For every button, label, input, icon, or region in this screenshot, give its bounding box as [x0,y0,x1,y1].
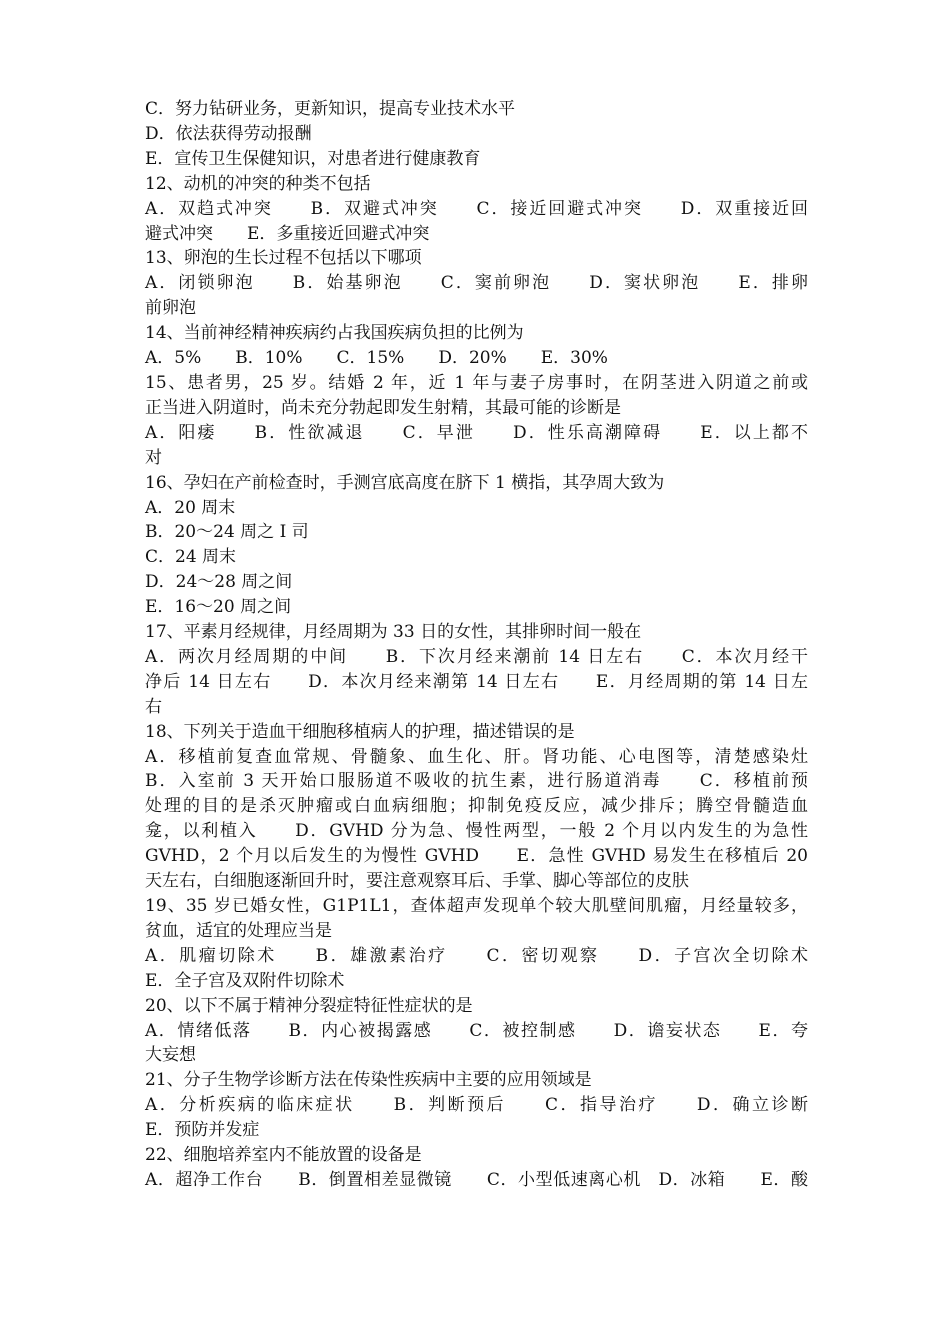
text-line: A．20 周末 [145,497,236,518]
text-line: D．依法获得劳动报酬 [145,123,312,144]
text-line: 正当进入阴道时，尚未充分勃起即发生射精，其最可能的诊断是 [145,397,621,418]
text-line: 前卵泡 [145,298,196,319]
question-title: 15、患者男，25 岁。结婚 2 年，近 1 年与妻子房事时，在阴茎进入阴道之前或 [145,372,808,393]
question-title: 19、35 岁已婚女性，G1P1L1，查体超声发现单个较大肌壁间肌瘤，月经量较多， [145,896,808,916]
text-line: 避式冲突 E．多重接近回避式冲突 [145,223,430,244]
text-line: 天左右，白细胞逐渐回升时，要注意观察耳后、手掌、脚心等部位的皮肤 [145,871,689,892]
question-title: 14、当前神经精神疾病约占我国疾病负担的比例为 [145,323,524,344]
text-line: A．5% B．10% C．15% D．20% E．30% [145,348,608,369]
question-title: 20、以下不属于精神分裂症特征性症状的是 [145,995,473,1016]
text-line: E．预防并发症 [145,1120,260,1141]
text-line: 净后 14 日左右 D．本次月经来潮第 14 日左右 E．月经周期的第 14 日左 [145,671,808,692]
question-title: 21、分子生物学诊断方法在传染性疾病中主要的应用领域是 [145,1070,592,1091]
text-line: 大妄想 [145,1045,196,1066]
text-line: 龛，以利植入 D．GVHD 分为急、慢性两型，一般 2 个月以内发生的为急性 [145,821,808,842]
text-line: E．16～20 周之间 [145,597,292,618]
text-line: A．双趋式冲突 B．双避式冲突 C．接近回避式冲突 D．双重接近回 [145,198,808,219]
text-line: B．入室前 3 天开始口服肠道不吸收的抗生素，进行肠道消毒 C．移植前预 [145,771,808,792]
text-line: A．两次月经周期的中间 B．下次月经来潮前 14 日左右 C．本次月经干 [145,646,808,667]
text-line: C．努力钻研业务，更新知识，提高专业技术水平 [145,99,516,119]
text-line: GVHD，2 个月以后发生的为慢性 GVHD E．急性 GVHD 易发生在移植后 20 [145,846,808,867]
question-title: 16、孕妇在产前检查时，手测宫底高度在脐下 1 横指，其孕周大致为 [145,472,665,493]
text-line: A．分析疾病的临床症状 B．判断预后 C．指导治疗 D．确立诊断 [145,1095,808,1116]
text-line: 右 [145,696,162,717]
text-line: A．肌瘤切除术 B．雄激素治疗 C．密切观察 D．子宫次全切除术 [145,945,808,966]
document-page [145,97,808,1193]
text-line: A．移植前复查血常规、骨髓象、血生化、肝。肾功能、心电图等，清楚感染灶 [145,746,808,767]
text-line: D．24～28 周之间 [145,572,293,593]
text-line: A．情绪低落 B．内心被揭露感 C．被控制感 D．谵妄状态 E．夸 [145,1020,808,1041]
text-line: A．阳痿 B．性欲减退 C．早泄 D．性乐高潮障碍 E．以上都不 [145,422,808,443]
text-line: A．超净工作台 B．倒置相差显微镜 C．小型低速离心机 D．冰箱 E．酸 [145,1169,808,1190]
text-line: B．20～24 周之 I 司 [145,522,309,543]
text-line: 处理的目的是杀灭肿瘤或白血病细胞；抑制免疫反应，减少排斥；腾空骨髓造血 [145,796,808,817]
text-line: E．全子宫及双附件切除术 [145,970,345,991]
text-line: 贫血，适宜的处理应当是 [145,920,332,941]
text-line: E．宣传卫生保健知识，对患者进行健康教育 [145,148,481,169]
question-title: 12、动机的冲突的种类不包括 [145,173,371,194]
question-title: 17、平素月经规律，月经周期为 33 日的女性，其排卵时间一般在 [145,622,642,643]
text-line: C．24 周末 [145,547,237,568]
text-line: 对 [145,447,162,468]
question-title: 18、下列关于造血干细胞移植病人的护理，描述错误的是 [145,721,575,742]
question-title: 22、细胞培养室内不能放置的设备是 [145,1145,422,1166]
text-line: A．闭锁卵泡 B．始基卵泡 C．窦前卵泡 D．窦状卵泡 E．排卵 [145,273,808,294]
question-title: 13、卵泡的生长过程不包括以下哪项 [145,248,422,269]
